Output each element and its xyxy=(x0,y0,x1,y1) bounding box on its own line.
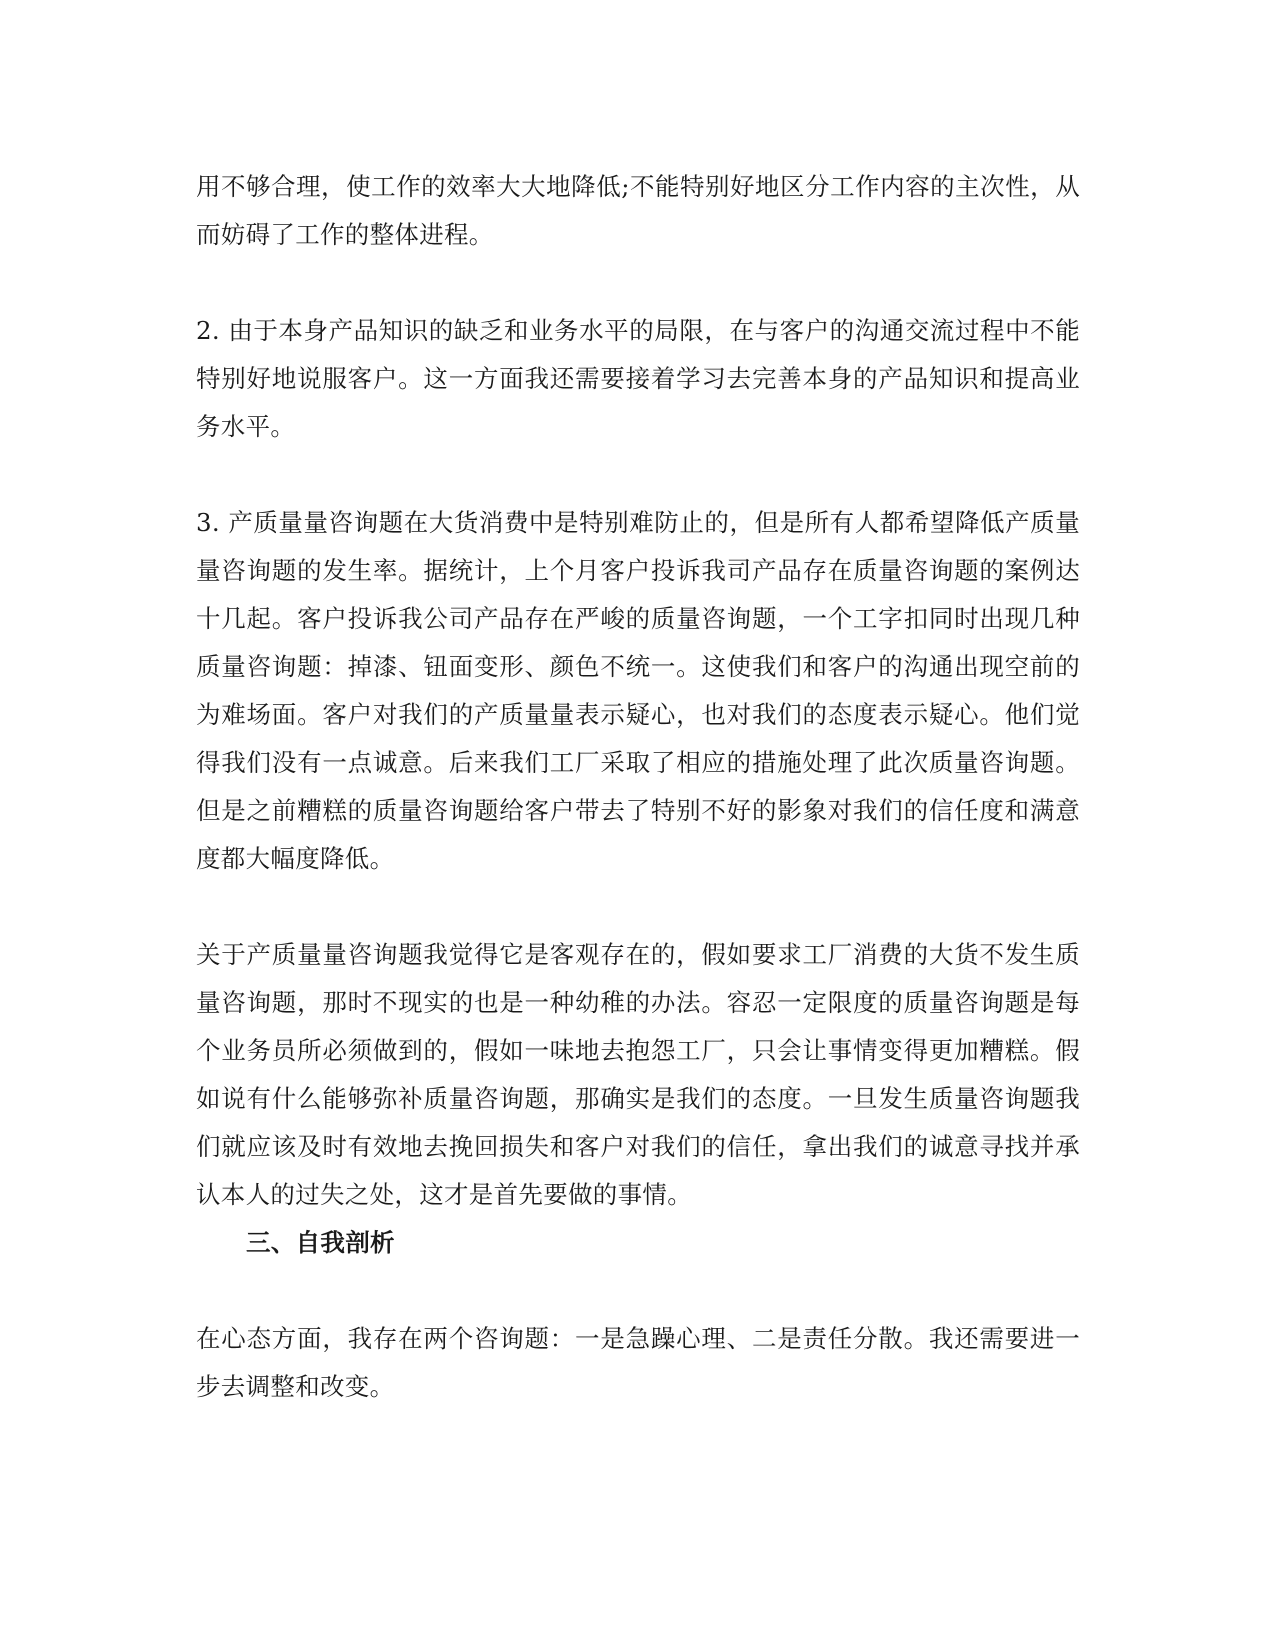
section-heading-self-analysis: 三、自我剖析 xyxy=(246,1228,395,1257)
paragraph-item-3: 3. 产质量量咨询题在大货消费中是特别难防止的，但是所有人都希望降低产质量量咨询题的发生率。据统计，上个月客户投诉我司产品存在质量咨询题的案例达十几起。客户投诉我公司产品存在严峻的质量咨询题，一个工字扣同时出现几种质量咨询题：掉漆、钮面变形、颜色不统一。这使我们和客户的沟通出现空前的为难场面。客户对我们的产质量量表示疑心，也对我们的态度表示疑心。他们觉得我们没有一点诚意。后来我们工厂采取了相应的措施处理了此次质量咨询题。但是之前糟糕的质量咨询题给客户带去了特别不好的影象对我们的信任度和满意度都大幅度降低。 xyxy=(196,508,1080,873)
paragraph-quality-opinion: 关于产质量量咨询题我觉得它是客观存在的，假如要求工厂消费的大货不发生质量咨询题，那时不现实的也是一种幼稚的办法。容忍一定限度的质量咨询题是每个业务员所必须做到的，假如一味地去抱怨工厂，只会让事情变得更加糟糕。假如说有什么能够弥补质量咨询题，那确实是我们的态度。一旦发生质量咨询题我们就应该及时有效地去挽回损失和客户对我们的信任，拿出我们的诚意寻找并承认本人的过失之处，这才是首先要做的事情。 xyxy=(196,940,1080,1209)
paragraph-mindset: 在心态方面，我存在两个咨询题：一是急躁心理、二是责任分散。我还需要进一步去调整和改变。 xyxy=(196,1324,1080,1401)
paragraph-continuation: 用不够合理，使工作的效率大大地降低;不能特别好地区分工作内容的主次性，从而妨碍了工作的整体进程。 xyxy=(196,172,1080,249)
paragraph-item-2: 2. 由于本身产品知识的缺乏和业务水平的局限，在与客户的沟通交流过程中不能特别好地说服客户。这一方面我还需要接着学习去完善本身的产品知识和提高业务水平。 xyxy=(196,316,1080,441)
document-page xyxy=(196,163,1080,1411)
